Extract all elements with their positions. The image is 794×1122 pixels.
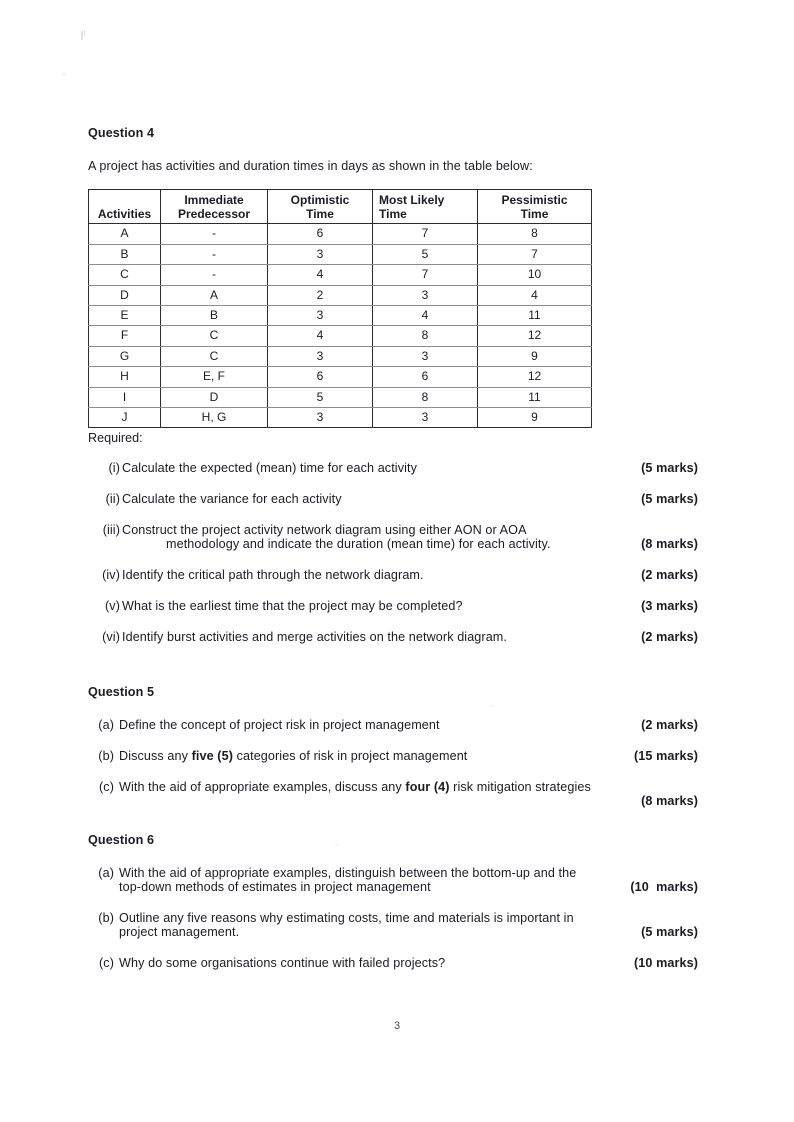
- question-4-heading: Question 4: [88, 126, 155, 140]
- table-row: [89, 367, 592, 387]
- cell-most-likely-time: 8: [373, 387, 478, 407]
- question-5-heading: Question 5: [88, 685, 155, 700]
- item-marker: (c): [99, 780, 114, 795]
- cell-pessimistic-time: 11: [478, 387, 592, 407]
- table-row: [89, 285, 592, 305]
- question-item: [88, 911, 698, 939]
- col-header-optimistic-time: [268, 190, 373, 224]
- activities-duration-table: [88, 189, 592, 428]
- item-continuation-text: top-down methods of estimates in project management: [119, 880, 431, 895]
- item-text: Why do some organisations continue with failed projects?: [119, 956, 446, 971]
- item-text-before: With the aid of appropriate examples, discuss any: [119, 780, 406, 795]
- col-header-mostlikely-line2: Time: [379, 207, 407, 222]
- item-marker: (iii): [102, 523, 120, 538]
- cell-pessimistic-time: 9: [478, 407, 592, 427]
- question-6-item-list: [88, 866, 698, 970]
- cell-predecessor: C: [161, 326, 268, 346]
- item-marks: (2 marks): [641, 718, 698, 733]
- question-item: [88, 956, 698, 970]
- cell-optimistic-time: 5: [268, 387, 373, 407]
- question-item: [88, 718, 698, 732]
- item-text-before: Discuss any: [119, 749, 192, 764]
- cell-optimistic-time: 4: [268, 265, 373, 285]
- item-marks: (3 marks): [641, 599, 698, 614]
- table-header: [89, 190, 592, 224]
- table-row: [89, 407, 592, 427]
- cell-most-likely-time: 6: [373, 367, 478, 387]
- col-header-predecessor-line1: Immediate: [184, 193, 244, 207]
- table-row: [89, 387, 592, 407]
- item-text: Construct the project activity network diagram using either AON or AOA: [122, 523, 527, 538]
- table-body: [89, 224, 592, 428]
- col-header-pessimistic-line2: Time: [520, 207, 549, 222]
- item-text: With the aid of appropriate examples, distinguish between the bottom-up and the: [119, 866, 577, 881]
- item-continuation-text: methodology and indicate the duration (mean time) for each activity.: [166, 537, 551, 552]
- item-text: Outline any five reasons why estimating costs, time and materials is important in: [119, 911, 574, 926]
- item-text: Calculate the expected (mean) time for each activity: [122, 461, 417, 476]
- cell-pessimistic-time: 9: [478, 346, 592, 366]
- col-header-optimistic-line2: Time: [306, 207, 334, 222]
- table-row: [89, 305, 592, 325]
- cell-activity: A: [89, 224, 161, 244]
- cell-activity: I: [89, 387, 161, 407]
- item-text: [119, 780, 698, 794]
- cell-most-likely-time: 4: [373, 305, 478, 325]
- question-4-section: [88, 126, 698, 644]
- col-header-pessimistic-time: [478, 190, 592, 224]
- question-item: [88, 630, 698, 644]
- cell-most-likely-time: 3: [373, 285, 478, 305]
- cell-most-likely-time: 7: [373, 224, 478, 244]
- cell-activity: H: [89, 367, 161, 387]
- item-marks: (2 marks): [641, 630, 698, 645]
- item-marker: (a): [98, 718, 114, 733]
- cell-most-likely-time: 3: [373, 407, 478, 427]
- col-header-mostlikely-line1: Most Likely: [379, 193, 445, 207]
- cell-optimistic-time: 3: [268, 346, 373, 366]
- cell-activity: B: [89, 244, 161, 264]
- item-text: [119, 749, 628, 763]
- item-marks: (10 marks): [633, 956, 698, 971]
- item-text-after: risk mitigation strategies: [449, 780, 591, 795]
- col-header-activities-line1: Activities: [97, 207, 152, 222]
- col-header-optimistic-line1: Optimistic: [290, 193, 350, 207]
- cell-predecessor: -: [161, 224, 268, 244]
- item-text: Identify burst activities and merge activities on the network diagram.: [122, 630, 507, 645]
- cell-pessimistic-time: 7: [478, 244, 592, 264]
- item-marks: (5 marks): [641, 492, 698, 507]
- item-marks-line: [88, 794, 698, 808]
- item-marks: (2 marks): [641, 568, 698, 583]
- table-row: [89, 244, 592, 264]
- cell-predecessor: -: [161, 244, 268, 264]
- item-marker: (iv): [102, 568, 120, 583]
- item-text: What is the earliest time that the project may be completed?: [122, 599, 463, 614]
- item-marker: (vi): [102, 630, 120, 645]
- table-row: [89, 326, 592, 346]
- scan-artifact: [62, 74, 66, 75]
- cell-activity: J: [89, 407, 161, 427]
- cell-pessimistic-time: 4: [478, 285, 592, 305]
- cell-predecessor: C: [161, 346, 268, 366]
- cell-pessimistic-time: 8: [478, 224, 592, 244]
- item-text: Calculate the variance for each activity: [122, 492, 342, 507]
- question-item: [88, 749, 698, 763]
- item-marks: (10 marks): [630, 880, 698, 895]
- question-5-item-list: [88, 718, 698, 808]
- item-marker: (ii): [105, 492, 120, 507]
- cell-predecessor: D: [161, 387, 268, 407]
- item-marker: (b): [98, 749, 114, 764]
- question-item: [88, 568, 698, 582]
- cell-optimistic-time: 3: [268, 244, 373, 264]
- col-header-immediate-predecessor: [161, 190, 268, 224]
- item-marks: (8 marks): [641, 537, 698, 552]
- question-item: [88, 780, 698, 808]
- item-text: Identify the critical path through the network diagram.: [122, 568, 424, 583]
- cell-most-likely-time: 3: [373, 346, 478, 366]
- cell-pessimistic-time: 10: [478, 265, 592, 285]
- item-text-emphasis: four (4): [405, 780, 450, 795]
- question-5-section: [88, 685, 698, 808]
- col-header-predecessor-line2: Predecessor: [177, 207, 251, 222]
- cell-activity: C: [89, 265, 161, 285]
- scan-artifact: [81, 31, 83, 40]
- item-marker: (v): [105, 599, 120, 614]
- page-number: 3: [393, 1020, 401, 1032]
- item-marks: (15 marks): [633, 749, 698, 764]
- item-marker: (i): [108, 461, 120, 476]
- question-item: [88, 461, 698, 475]
- item-marker: (a): [98, 866, 114, 881]
- cell-predecessor: B: [161, 305, 268, 325]
- table-header-row: [89, 190, 592, 224]
- question-item: [88, 866, 698, 894]
- cell-pessimistic-time: 11: [478, 305, 592, 325]
- cell-most-likely-time: 5: [373, 244, 478, 264]
- cell-optimistic-time: 3: [268, 407, 373, 427]
- cell-most-likely-time: 8: [373, 326, 478, 346]
- cell-predecessor: E, F: [161, 367, 268, 387]
- cell-most-likely-time: 7: [373, 265, 478, 285]
- col-header-activities: [89, 190, 161, 224]
- question-6-section: [88, 833, 698, 970]
- cell-pessimistic-time: 12: [478, 326, 592, 346]
- item-text-after: categories of risk in project management: [233, 749, 468, 764]
- cell-optimistic-time: 6: [268, 224, 373, 244]
- scan-artifact: [84, 30, 85, 36]
- cell-predecessor: -: [161, 265, 268, 285]
- col-header-pessimistic-line1: Pessimistic: [501, 193, 568, 207]
- item-marks: (8 marks): [641, 794, 698, 809]
- item-marks: (5 marks): [641, 925, 698, 940]
- table-row: [89, 346, 592, 366]
- cell-activity: D: [89, 285, 161, 305]
- table-row: [89, 224, 592, 244]
- cell-activity: E: [89, 305, 161, 325]
- item-marker: (b): [98, 911, 114, 926]
- required-label: Required:: [88, 431, 143, 446]
- col-header-most-likely-time: [373, 190, 478, 224]
- question-item: [88, 523, 698, 551]
- cell-optimistic-time: 4: [268, 326, 373, 346]
- document-body: [88, 126, 698, 970]
- item-text: Define the concept of project risk in project management: [119, 718, 440, 733]
- question-4-item-list: [88, 461, 698, 644]
- cell-predecessor: A: [161, 285, 268, 305]
- table-row: [89, 265, 592, 285]
- cell-optimistic-time: 2: [268, 285, 373, 305]
- cell-predecessor: H, G: [161, 407, 268, 427]
- question-item: [88, 492, 698, 506]
- item-text-emphasis: five (5): [191, 749, 233, 764]
- question-4-intro-text: A project has activities and duration times in days as shown in the table below:: [88, 159, 533, 173]
- item-marks: (5 marks): [641, 461, 698, 476]
- item-continuation-text: project management.: [119, 925, 240, 940]
- question-6-heading: Question 6: [88, 833, 155, 848]
- cell-pessimistic-time: 12: [478, 367, 592, 387]
- cell-activity: G: [89, 346, 161, 366]
- item-marker: (c): [99, 956, 114, 971]
- cell-activity: F: [89, 326, 161, 346]
- question-item: [88, 599, 698, 613]
- cell-optimistic-time: 6: [268, 367, 373, 387]
- cell-optimistic-time: 3: [268, 305, 373, 325]
